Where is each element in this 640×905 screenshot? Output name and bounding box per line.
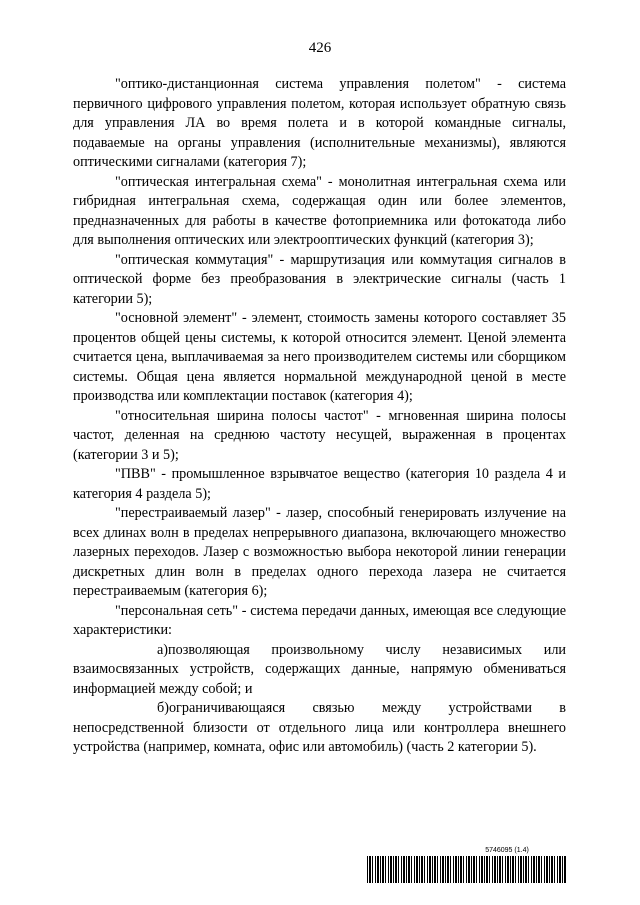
page-number: 426 xyxy=(308,40,332,56)
definition-paragraph: "перестраиваемый лазер" - лазер, способный генерировать излучение на всех длинах волн в пределах непрерывного диапазона, включающего множество лазерных переходов. Лазер с возможностью выбора некоторой линии генерации дискретных длин волн в пределах одного перехода лазера не считается перестраиваемым (категория 6); xyxy=(73,505,566,599)
list-item-marker: а) xyxy=(157,641,169,658)
definition-paragraph: "персональная сеть" - система передачи данных, имеющая все следующие характеристики: xyxy=(73,602,566,638)
definition-paragraph: "ПВВ" - промышленное взрывчатое вещество (категория 10 раздела 4 и категория 4 раздела 5); xyxy=(73,466,566,502)
definition-paragraph: "относительная ширина полосы частот" - мгновенная ширина полосы частот, деленная на среднюю частоту несущей, выраженная в процентах (категории 3 и 5); xyxy=(73,407,566,463)
list-item-marker: б) xyxy=(157,700,169,716)
definition-paragraph: "оптическая коммутация" - маршрутизация или коммутация сигналов в оптической форме без преобразования в электрические сигналы (часть 1 категории 5); xyxy=(73,251,566,307)
definition-paragraph: "основной элемент" - элемент, стоимость замены которого составляет 35 процентов общей цены системы, к которой относится элемент. Ценой элемента считается цена, выплачиваемая за него производителем системы или сборщиком системы. Общая цена является нормальной международной ценой в месте производства или комплектации поставок (категория 4); xyxy=(73,310,566,404)
document-body xyxy=(73,75,566,758)
barcode-image xyxy=(367,856,567,883)
list-item-text: ограничивающаяся связью между устройствами в непосредственной близости от отдельного лица или контроллера внешнего устройства (например, комната, офис или автомобиль) (часть 2 категории 5). xyxy=(73,700,566,755)
definition-paragraph: "оптико-дистанционная система управления полетом" - система первичного цифрового управления полетом, которая использует обратную связь для управления ЛА во время полета и в которой командные сигналы, подаваемые на органы управления (исполнительные механизмы), являются оптическими сигналами (категория 7); xyxy=(73,76,566,170)
document-code: 5746095 (1.4) xyxy=(485,847,529,854)
list-item-text: позволяющая произвольному числу независимых или взаимосвязанных устройств, содержащих данные, напрямую обмениваться информацией между собой; и xyxy=(73,641,566,697)
list-item xyxy=(73,699,566,758)
list-item xyxy=(73,641,566,700)
definition-paragraph: "оптическая интегральная схема" - монолитная интегральная схема или гибридная интегральная схема, содержащая один или более элементов, предназначенных для работы в качестве фотоприемника или фотокатода либо для выполнения оптических или электрооптических функций (категория 3); xyxy=(73,173,566,248)
